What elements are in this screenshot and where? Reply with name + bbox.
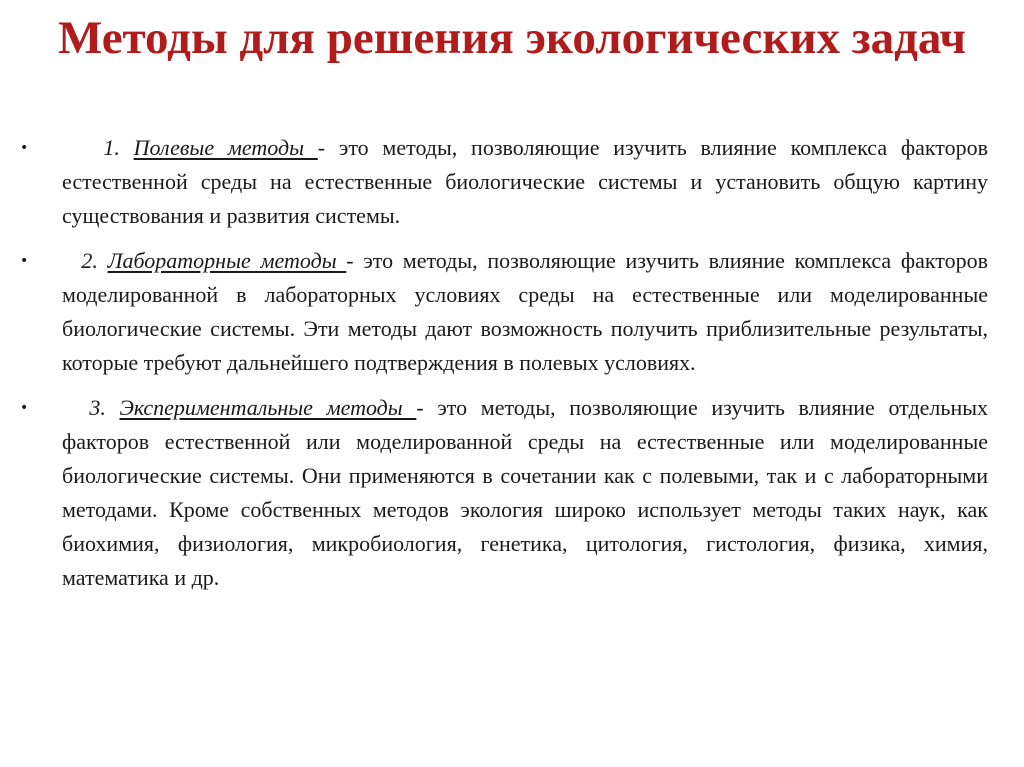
item-term: Полевые методы <box>133 135 318 160</box>
item-number: 2. <box>81 248 98 273</box>
bullet-icon: • <box>20 253 29 269</box>
methods-list <box>0 131 1024 606</box>
item-number: 3. <box>89 395 106 420</box>
list-item-experimental-methods <box>20 391 988 595</box>
item-text: - это методы, позволяющие изучить влияние комплекса факторов моделированной в лабораторных условиях среды на естественные или моделированные биологические системы. Эти методы дают возможность получить приблизительные результаты, которые требуют дальнейшего подтверждения в полевых условиях. <box>62 248 989 375</box>
item-term: Лабораторные методы <box>107 248 347 273</box>
bullet-icon: • <box>20 400 29 416</box>
bullet-icon: • <box>20 140 29 156</box>
item-text: - это методы, позволяющие изучить влияние комплекса факторов естественной среды на естественные биологические системы и установить общую картину существования и развития системы. <box>62 135 989 228</box>
item-term: Экспериментальные методы <box>119 395 417 420</box>
item-text: - это методы, позволяющие изучить влияние отдельных факторов естественной или моделированной среды на естественные или моделированные биологические системы. Они применяются в сочетании как с полевыми, так и с лабораторными методами. Кроме собственных методов экология широко использует методы таких наук, как биохимия, физиология, микробиология, генетика, цитология, гистология, физика, химия, математика и др. <box>62 395 988 590</box>
list-item-lab-methods <box>20 244 989 380</box>
item-number: 1. <box>103 135 120 160</box>
list-item-field-methods <box>20 131 989 233</box>
slide-title: Методы для решения экологических задач <box>57 12 967 64</box>
